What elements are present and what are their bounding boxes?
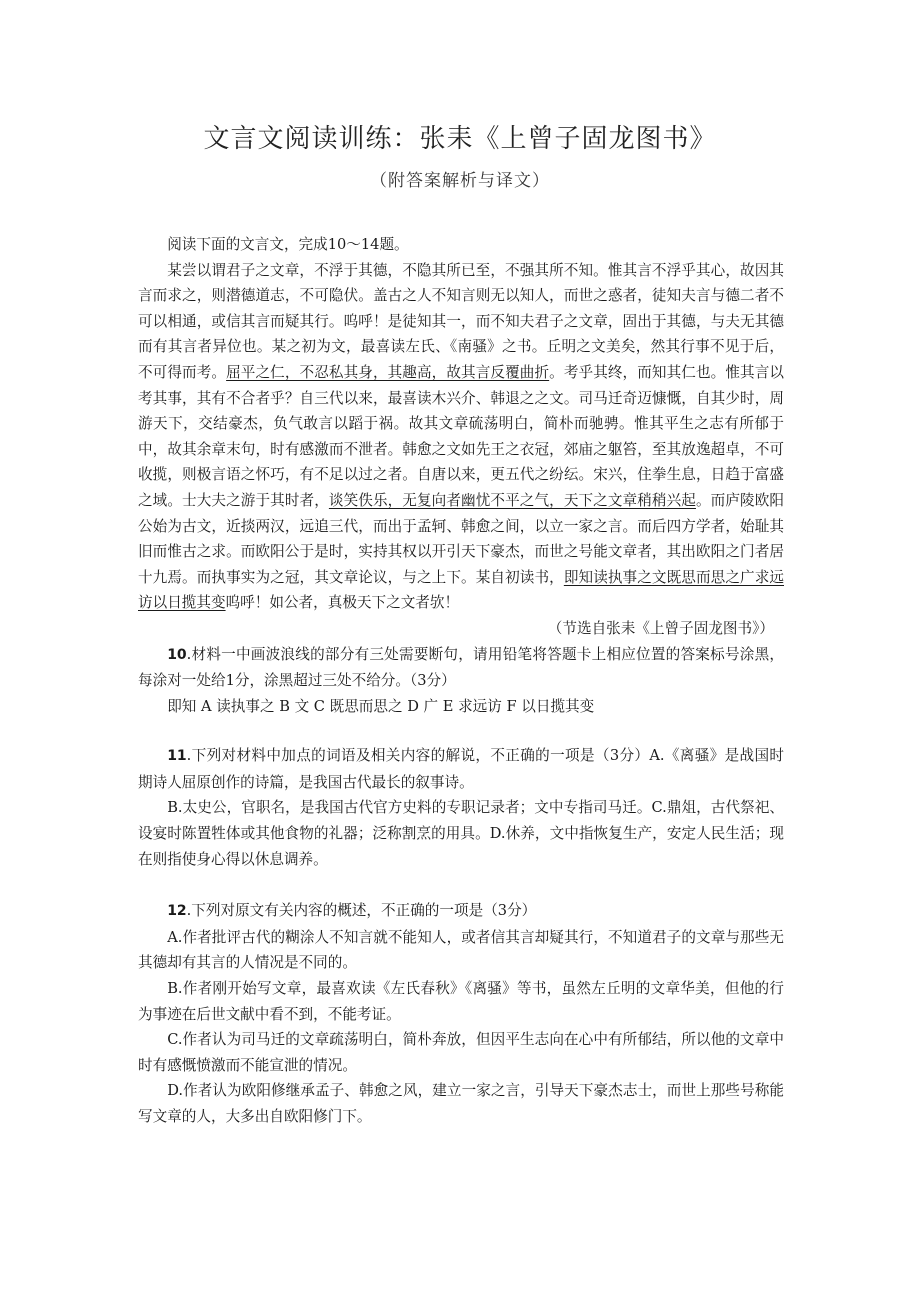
underlined-sentence-2: 谈笑佚乐，无复向者幽忧不平之气，天下之文章稍稍兴起 [328, 491, 696, 509]
passage-source: （节选自张耒《上曾子固龙图书》） [547, 619, 774, 637]
underlined-sentence-1: 屈平之仁，不忍私其身，其趣高，故其言反覆曲折 [226, 363, 550, 381]
passage-paragraph [138, 258, 784, 616]
question-10-options: 即知 A 读执事之 B 文 C 既思而思之 D 广 E 求远访 F 以日揽其变 [167, 697, 595, 715]
question-10 [138, 642, 784, 694]
intro-line: 阅读下面的文言文，完成10～14题。 [167, 236, 409, 253]
question-12 [138, 898, 784, 925]
wavy-underlined-sentence: 即知读执事之文既思而思之广求远访以日揽其变 [138, 568, 784, 612]
document-body [138, 232, 784, 1130]
question-11 [138, 743, 784, 795]
question-12-text: .下列对原文有关内容的概述，不正确的一项是（3分） [186, 902, 537, 920]
question-11-text: .下列对材料中加点的词语及相关内容的解说，不正确的一项是（3分）A.《离骚》是战国时期诗人屈原创作的诗篇，是我国古代最长的叙事诗。 [138, 747, 784, 791]
passage-text: 某尝以谓君子之文章，不浮于其德，不隐其所已至，不强其所不知。惟其言不浮乎其心，故因其言而求之，则潜德道志，不可隐伏。盖古之人不知言则无以知人，而世之惑者，徒知夫言与德二者不可以相通，或信其言而疑其行。呜呼！是徒知其一，而不知夫君子之文章，固出于其德，与夫无其德而有其言者异位也。某之初为文，最喜读左氏、《南骚》之书。丘明之文美矣，然其行事不见于后，不可得而考。 [138, 261, 784, 381]
question-12-option-d: D.作者认为欧阳修继承孟子、韩愈之风，建立一家之言，引导天下豪杰志士，而世上那些号称能写文章的人，大多出自欧阳修门下。 [138, 1082, 784, 1125]
document-title: 文言文阅读训练：张耒《上曾子固龙图书》 [203, 124, 717, 154]
passage-text-3: 。而庐陵欧阳公始为古文，近掞两汉，远追三代，而出于孟轲、韩愈之间，以立一家之言。而后四方学者，始耻其旧而惟古之求。而欧阳公于是时，实持其权以开引天下豪杰，而世之号能文章者，其出欧阳之门者居十九焉。而执事实为之冠，其文章论议，与之上下。某自初读书， [138, 491, 784, 586]
question-12-number: 12 [167, 903, 187, 920]
question-11-number: 11 [167, 748, 187, 765]
question-10-number: 10 [167, 646, 187, 663]
passage-text-end: 呜呼！如公者，真极天下之文者欤！ [225, 594, 460, 612]
passage-text-2: 。考乎其终，而知其仁也。惟其言以考其事，其有不合者乎？自三代以来，最喜读木兴介、韩退之之文。司马迁奇迈慷慨，自其少时，周游天下，交结豪杰，负气敢言以蹈于祸。故其文章硫荡明白，简朴而驰骋。惟其平生之志有所郁于中，故其余章末句，时有感激而不泄者。韩愈之文如先王之衣冠，郊庙之躯笞，至其放逸超卓，不可收揽，则极言语之怀巧，有不足以过之者。自唐以来，更五代之纷纭。宋兴，住拳生息，日趋于富盛之域。士大夫之游于其时者， [138, 363, 784, 509]
question-10-text: .材料一中画波浪线的部分有三处需要断句，请用铅笔将答题卡上相应位置的答案标号涂黑，每涂对一处给1分，涂黑超过三处不给分。（3分） [138, 645, 784, 690]
document-subtitle: （附答案解析与译文） [370, 171, 550, 191]
question-12-option-b: B.作者刚开始写文章，最喜欢读《左氏春秋》《离骚》等书，虽然左丘明的文章华美，但他的行为事迹在后世文献中看不到，不能考证。 [138, 980, 784, 1023]
question-12-option-a: A.作者批评古代的糊涂人不知言就不能知人，或者信其言却疑其行，不知道君子的文章与那些无其德却有其言的人情况是不同的。 [138, 928, 784, 972]
question-12-option-c: C.作者认为司马迁的文章疏荡明白，简朴奔放，但因平生志向在心中有所郁结，所以他的文章中时有感慨愤激而不能宣泄的情况。 [138, 1031, 784, 1074]
question-11-options: B.太史公，官职名，是我国古代官方史料的专职记录者；文中专指司马迁。C.鼎俎，古代祭祀、设宴时陈置牲体或其他食物的礼器；泛称割烹的用具。D.休养，文中指恢复生产，安定人民生活；现在则指使身心得以休息调养。 [138, 799, 784, 868]
